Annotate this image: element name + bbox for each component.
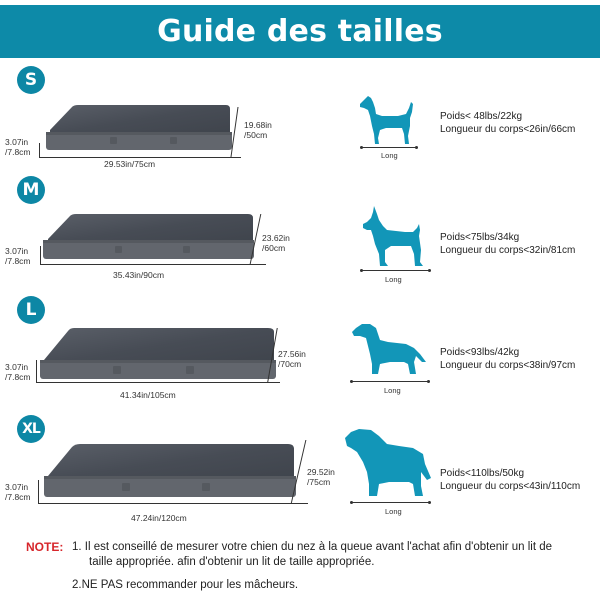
spec-l (440, 346, 575, 372)
long-label-l: Long (384, 386, 401, 395)
weight-s: Poids< 48lbs/22kg (440, 111, 523, 122)
bed-image-xl (40, 442, 300, 500)
long-measure-line-s (361, 147, 417, 148)
spec-xl (440, 467, 580, 493)
length-dimension-s: 29.53in/75cm (104, 159, 156, 169)
width-dimension-m: 23.62in /60cm (262, 233, 290, 253)
saint-bernard-silhouette-icon (343, 428, 435, 498)
size-badge-xl: XL (17, 415, 45, 443)
bed-image-l (38, 326, 278, 382)
height-line-s (39, 143, 40, 158)
bed-image-s (40, 104, 232, 154)
body-length-xl: Longueur du corps<43in/110cm (440, 481, 581, 492)
width-dimension-s: 19.68in /50cm (244, 120, 272, 140)
height-line-m (40, 246, 41, 265)
dog-bed-icon (38, 326, 278, 382)
long-label-xl: Long (385, 507, 402, 516)
spec-m (440, 231, 575, 257)
note-item-2: 2.NE PAS recommander pour les mâcheurs. (72, 579, 299, 591)
note-item-1: 1. Il est conseillé de mesurer votre chien du nez à la queue avant l'achat afin d'obtenir un lit de taille appropriée. afin d'obtenir un lit de taille appropriée. (72, 541, 553, 568)
weight-xl: Poids<110lbs/50kg (440, 468, 525, 479)
long-label-s: Long (381, 151, 398, 160)
length-line-m (40, 264, 266, 265)
length-dimension-l: 41.34in/105cm (120, 390, 176, 400)
body-length-l: Longueur du corps<38in/97cm (440, 360, 576, 371)
weight-l: Poids<93lbs/42kg (440, 347, 520, 358)
dog-bed-icon (40, 104, 232, 154)
dog-bed-icon (40, 213, 256, 263)
length-line-xl (38, 503, 308, 504)
height-dimension-s: 3.07in /7.8cm (5, 137, 31, 157)
height-line-l (36, 360, 37, 382)
size-badge-s: S (17, 66, 45, 94)
small-dog-silhouette-icon (358, 94, 418, 146)
length-dimension-m: 35.43in/90cm (113, 270, 165, 280)
width-dimension-xl: 29.52in /75cm (307, 467, 335, 487)
height-line-xl (38, 480, 39, 504)
body-length-m: Longueur du corps<32in/81cm (440, 245, 576, 256)
size-badge-m: M (17, 176, 45, 204)
height-dimension-xl: 3.07in /7.8cm (5, 482, 31, 502)
note-label: NOTE: (26, 540, 64, 554)
dog-bed-icon (40, 442, 300, 500)
retriever-silhouette-icon (350, 322, 430, 376)
length-line-l (36, 382, 280, 383)
length-dimension-xl: 47.24in/120cm (131, 513, 187, 523)
height-dimension-m: 3.07in /7.8cm (5, 246, 31, 266)
bed-image-m (40, 213, 256, 263)
height-dimension-l: 3.07in /7.8cm (5, 362, 31, 382)
length-line-s (39, 157, 241, 158)
schnauzer-silhouette-icon (361, 206, 425, 268)
spec-s (440, 110, 575, 136)
size-badge-l: L (17, 296, 45, 324)
weight-m: Poids<75lbs/34kg (440, 232, 520, 243)
body-length-s: Longueur du corps<26in/66cm (440, 124, 576, 135)
long-measure-line-l (351, 381, 429, 382)
long-measure-line-xl (351, 502, 430, 503)
header-banner (0, 5, 600, 58)
long-label-m: Long (385, 275, 402, 284)
width-dimension-l: 27.56in /70cm (278, 349, 306, 369)
page-title: Guide des tailles (157, 14, 443, 49)
long-measure-line-m (361, 270, 430, 271)
